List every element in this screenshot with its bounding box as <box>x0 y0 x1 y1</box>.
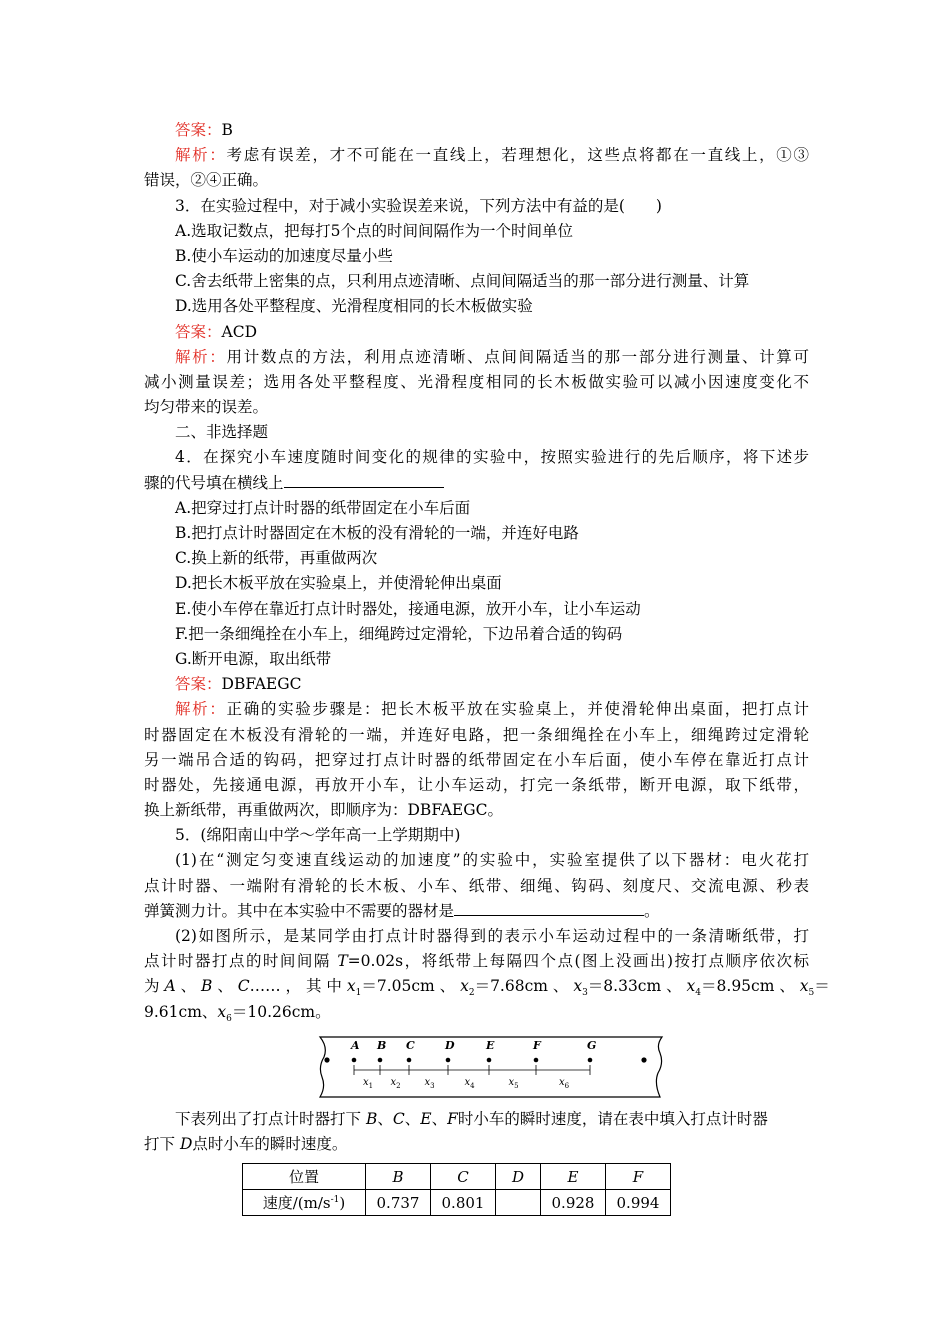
header-e: E <box>541 1164 606 1190</box>
section-heading: 二、非选择题 <box>175 423 269 442</box>
point-dot-c <box>407 1057 412 1062</box>
answer-value: DBFAEGC <box>221 675 302 694</box>
question-text: 为 <box>144 977 165 996</box>
explanation-text: 考虑有误差，才不可能在一直线上，若理想化，这些点将都在一直线上，①③ <box>226 146 809 165</box>
question-4-step-g: G.断开电源，取出纸带 <box>175 649 332 668</box>
answer-blank[interactable] <box>284 473 444 488</box>
end-dot-left <box>324 1057 329 1062</box>
question-3: 3．在实验过程中，对于减小实验误差来说，下列方法中有益的是( ) <box>175 196 662 215</box>
answer-value: ACD <box>221 322 257 341</box>
variable-x: x <box>460 977 469 996</box>
question-4-step-f: F.把一条细绳拴在小车上，细绳跨过定滑轮，下边吊着合适的钩码 <box>175 624 623 643</box>
point-label-c: C <box>406 1038 415 1052</box>
explanation-4-line1 <box>144 697 809 722</box>
row-label-speed <box>243 1190 366 1216</box>
superscript: -1 <box>330 1195 340 1206</box>
question-3-option-a: A.选取记数点，把每打5个点的时间间隔作为一个时间单位 <box>175 221 573 240</box>
point-dot-b <box>378 1057 383 1062</box>
value: ＝8.95cm 、 <box>701 977 800 996</box>
question-text: …… ， 其 中 <box>249 977 347 996</box>
explanation-3-line1 <box>144 345 809 370</box>
segment-label-x2: $x_2$ <box>390 1076 401 1090</box>
explanation-text: 正确的实验步骤是：把长木板平放在实验桌上，并使滑轮伸出桌面，把打点计 <box>226 700 809 719</box>
variable-x: x <box>799 977 809 996</box>
subscript: 6 <box>226 1013 232 1024</box>
separator: 、 <box>404 1109 421 1128</box>
variable-x: x <box>346 977 356 996</box>
value: ＝7.68cm 、 <box>474 977 574 996</box>
label-text: 速度/(m/s <box>262 1194 331 1213</box>
point-dot-g <box>588 1057 593 1062</box>
speed-d-blank[interactable] <box>496 1190 541 1216</box>
question-3-option-d: D.选用各处平整程度、光滑程度相同的长木板做实验 <box>175 297 533 316</box>
table-header-row <box>243 1164 671 1190</box>
point-b: B <box>201 977 213 996</box>
variable-t: T <box>337 952 348 971</box>
header-c: C <box>431 1164 496 1190</box>
answer-blank[interactable] <box>454 901 644 916</box>
subscript: 5 <box>808 988 815 999</box>
header-position: 位置 <box>243 1164 366 1190</box>
separator: 、 <box>175 977 201 996</box>
explanation-label: 解析： <box>175 700 227 719</box>
value: ＝8.33cm 、 <box>587 977 687 996</box>
table-intro-line2 <box>144 1132 809 1157</box>
text: 点时小车的瞬时速度。 <box>192 1134 348 1153</box>
subscript: 4 <box>695 988 702 999</box>
punctuation: 。 <box>644 901 660 920</box>
value: 9.61cm、 <box>144 1002 218 1021</box>
question-5-part2-line4 <box>144 1000 809 1025</box>
segment-label-x4: $x_4$ <box>464 1076 475 1090</box>
question-4-step-a: A.把穿过打点计时器的纸带固定在小车后面 <box>175 498 471 517</box>
point-label-d: D <box>445 1038 455 1052</box>
separator: 、 <box>377 1109 393 1128</box>
question-5-part1-line2: 点计时器、一端附有滑轮的长木板、小车、纸带、细绳、钩码、刻度尺、交流电源、秒表 <box>144 876 809 895</box>
header-b: B <box>366 1164 431 1190</box>
point-a: A <box>164 977 176 996</box>
point-label-b: B <box>377 1038 387 1052</box>
value: ＝7.05cm 、 <box>361 977 461 996</box>
speed-f: 0.994 <box>606 1190 671 1216</box>
question-text: 弹簧测力计。其中在本实验中不需要的器材是 <box>144 901 455 920</box>
point-c: C <box>392 1109 405 1128</box>
point-label-g: G <box>587 1038 597 1052</box>
explanation-label: 解析： <box>175 347 227 366</box>
answer-label: 答案： <box>175 322 222 341</box>
answer-4 <box>144 672 809 697</box>
point-label-e: E <box>486 1038 495 1052</box>
question-3-option-c: C.舍去纸带上密集的点，只利用点迹清晰、点间间隔适当的那一部分进行测量、计算 <box>175 272 750 291</box>
variable-x: x <box>573 977 583 996</box>
question-5-part1-line1: (1)在“测定匀变速直线运动的加速度”的实验中，实验室提供了以下器材：电火花打 <box>175 851 809 870</box>
label-text: ) <box>339 1194 346 1213</box>
subscript: 1 <box>355 988 362 999</box>
explanation-4-line3: 另一端吊合适的钩码，把穿过打点计时器的纸带固定在小车后面，使小车停在靠近打点计 <box>144 750 809 769</box>
answer-label: 答案： <box>175 121 222 139</box>
point-dot-e <box>487 1057 492 1062</box>
question-5: 5．(绵阳南山中学～学年高一上学期期中) <box>175 826 461 845</box>
document-body <box>144 118 830 1216</box>
point-f: F <box>447 1109 458 1128</box>
text: 下表列出了打点计时器打下 <box>175 1109 366 1128</box>
header-d: D <box>496 1164 541 1190</box>
separator: 、 <box>431 1109 448 1128</box>
point-label-a: A <box>351 1038 360 1052</box>
question-text: 点计时器打点的时间间隔 <box>144 952 338 971</box>
answer-3 <box>144 320 809 345</box>
question-5-part2-line1: (2)如图所示，是某同学由打点计时器得到的表示小车运动过程中的一条清晰纸带，打 <box>175 927 809 945</box>
explanation-3-line3: 均匀带来的误差。 <box>144 398 269 417</box>
question-5-part2-line2 <box>144 949 809 974</box>
value: ＝10.26cm。 <box>231 1002 331 1021</box>
paper-tape-figure <box>316 1035 666 1099</box>
point-label-f: F <box>533 1038 541 1052</box>
question-text: 骤的代号填在横线上 <box>144 473 284 492</box>
speed-c: 0.801 <box>431 1190 496 1216</box>
table-row <box>243 1190 671 1216</box>
separator: 、 <box>212 977 238 996</box>
question-4-step-c: C.换上新的纸带，再重做两次 <box>175 549 378 568</box>
segment-label-x1: $x_1$ <box>363 1076 374 1090</box>
text: 打下 <box>144 1134 180 1153</box>
table-intro-line1 <box>144 1107 809 1132</box>
explanation-2-line2: 错误，②④正确。 <box>144 171 269 190</box>
velocity-table <box>242 1163 671 1216</box>
subscript: 3 <box>582 988 588 999</box>
text: 时小车的瞬时速度，请在表中填入打点计时器 <box>457 1109 768 1128</box>
segment-label-x5: $x_5$ <box>508 1076 519 1090</box>
point-dot-f <box>534 1057 539 1062</box>
value: ＝ <box>814 977 830 996</box>
question-3-option-b: B.使小车运动的加速度尽量小些 <box>175 246 393 265</box>
explanation-4-line4: 时器处，先接通电源，再放开小车，让小车运动，打完一条纸带，断开电源，取下纸带， <box>144 775 809 794</box>
answer-value: B <box>221 121 233 139</box>
question-4-line2 <box>144 471 809 496</box>
answer-2 <box>144 118 809 143</box>
question-4-step-e: E.使小车停在靠近打点计时器处，接通电源，放开小车，让小车运动 <box>175 599 641 618</box>
subscript: 2 <box>468 988 475 999</box>
variable-x: x <box>217 1002 227 1021</box>
segment-label-x6: $x_6$ <box>559 1076 570 1090</box>
question-5-part1-line3 <box>144 899 809 924</box>
point-dot-a <box>352 1057 357 1062</box>
question-4-line1: 4．在探究小车速度随时间变化的规律的实验中，按照实验进行的先后顺序，将下述步 <box>175 448 809 467</box>
speed-b: 0.737 <box>366 1190 431 1216</box>
header-f: F <box>606 1164 671 1190</box>
point-d: D <box>179 1134 193 1153</box>
question-4-step-b: B.把打点计时器固定在木板的没有滑轮的一端，并连好电路 <box>175 524 579 542</box>
segment-label-x3: $x_3$ <box>424 1076 435 1090</box>
point-b: B <box>365 1109 378 1128</box>
point-c: C <box>237 977 250 996</box>
answer-label: 答案： <box>175 675 222 694</box>
explanation-label: 解析： <box>175 146 227 165</box>
explanation-4-line5: 换上新纸带，再重做两次，即顺序为：DBFAEGC。 <box>144 801 503 820</box>
point-e: E <box>420 1109 432 1128</box>
speed-e: 0.928 <box>541 1190 606 1216</box>
explanation-4-line2: 时器固定在木板没有滑轮的一端，并连好电路，把一条细绳拴在小车上，细绳跨过定滑轮 <box>144 725 809 744</box>
question-5-part2-line3 <box>144 974 830 999</box>
point-dot-d <box>446 1057 451 1062</box>
paper-tape-diagram <box>316 1035 666 1099</box>
variable-x: x <box>686 977 696 996</box>
explanation-text: 用计数点的方法，利用点迹清晰、点间间隔适当的那一部分进行测量、计算可 <box>226 347 809 366</box>
explanation-2-line1 <box>144 143 809 168</box>
end-dot-right <box>641 1057 646 1062</box>
question-text: =0.02s，将纸带上每隔四个点(图上没画出)按打点顺序依次标 <box>347 952 809 971</box>
explanation-3-line2: 减小测量误差；选用各处平整程度、光滑程度相同的长木板做实验可以减小因速度变化不 <box>144 372 809 391</box>
question-4-step-d: D.把长木板平放在实验桌上，并使滑轮伸出桌面 <box>175 574 502 593</box>
